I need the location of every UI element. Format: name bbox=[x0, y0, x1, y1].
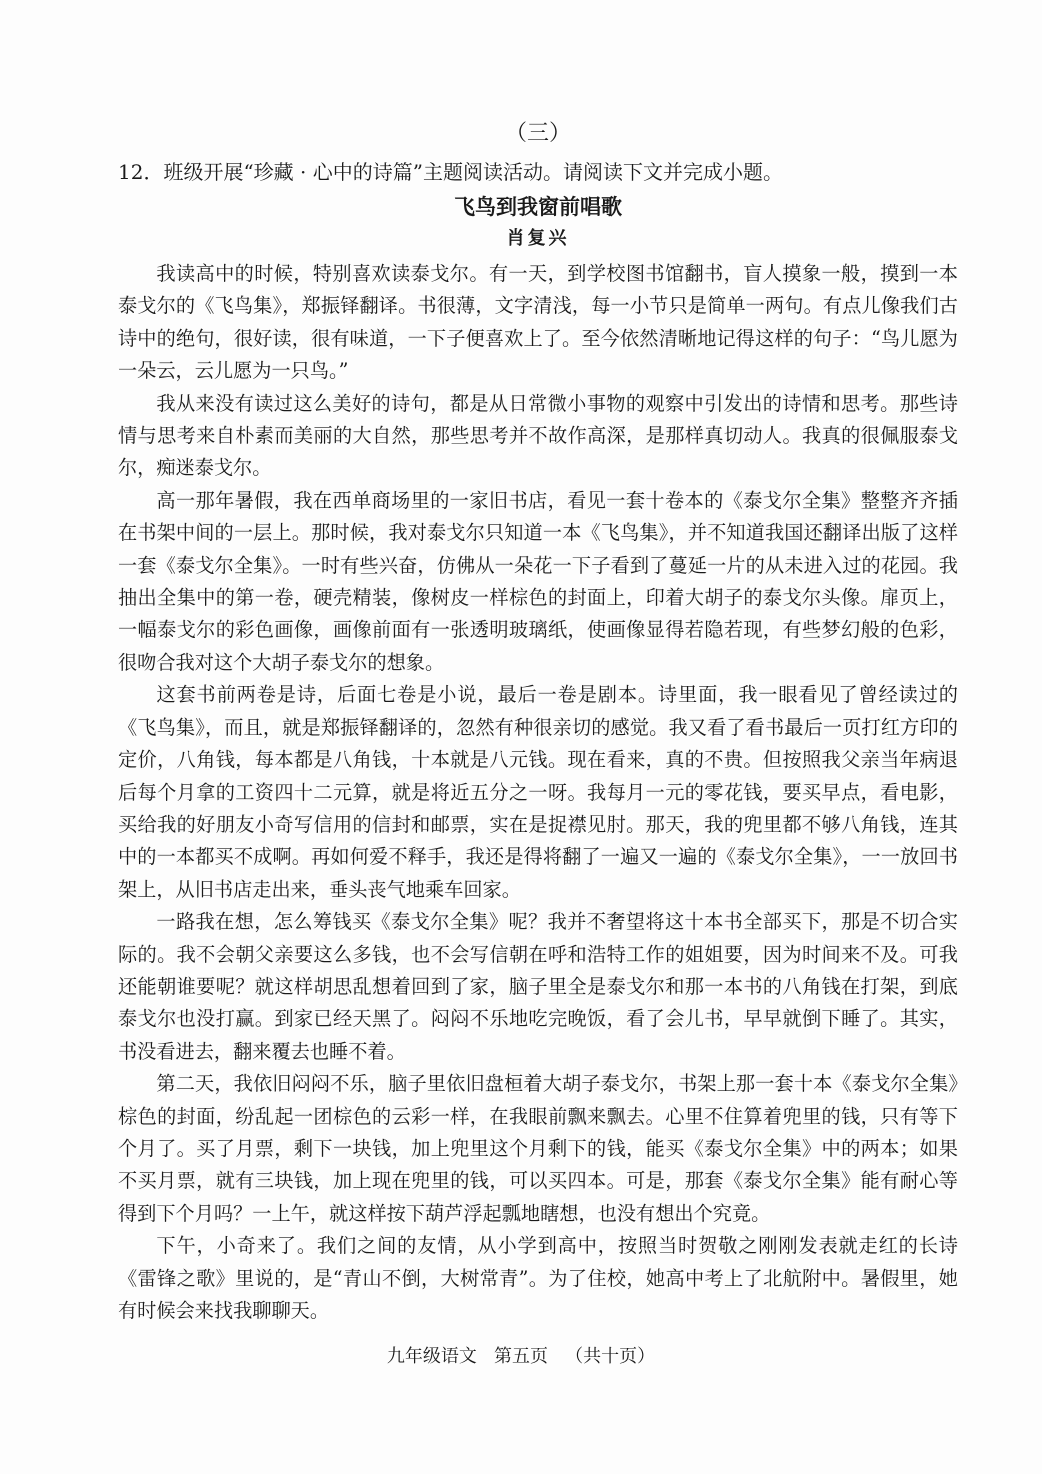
article-paragraph: 高一那年暑假，我在西单商场里的一家旧书店，看见一套十卷本的《泰戈尔全集》整整齐齐插在书架中间的一层上。那时候，我对泰戈尔只知道一本《飞鸟集》，并不知道我国还翻译出版了这样一套《泰戈尔全集》。一时有些兴奋，仿佛从一朵花一下子看到了蔓延一片的从未进入过的花园。我抽出全集中的第一卷，硬壳精装，像树皮一样棕色的封面上，印着大胡子的泰戈尔头像。扉页上，一幅泰戈尔的彩色画像，画像前面有一张透明玻璃纸，使画像显得若隐若现，有些梦幻般的色彩，很吻合我对这个大胡子泰戈尔的想象。 bbox=[118, 488, 958, 674]
article-paragraph: 我从来没有读过这么美好的诗句，都是从日常微小事物的观察中引发出的诗情和思考。那些诗情与思考来自朴素而美丽的大自然，那些思考并不故作高深，是那样真切动人。我真的很佩服泰戈尔，痴迷泰戈尔。 bbox=[118, 391, 958, 480]
article-paragraph: 第二天，我依旧闷闷不乐，脑子里依旧盘桓着大胡子泰戈尔，书架上那一套十本《泰戈尔全集》棕色的封面，纷乱起一团棕色的云彩一样，在我眼前飘来飘去。心里不住算着兜里的钱，只有等下个月了。买了月票，剩下一块钱，加上兜里这个月剩下的钱，能买《泰戈尔全集》中的两本；如果不买月票，就有三块钱，加上现在兜里的钱，可以买四本。可是，那套《泰戈尔全集》能有耐心等得到下个月吗？一上午，就这样按下葫芦浮起瓢地瞎想，也没有想出个究竟。 bbox=[118, 1072, 958, 1225]
article-paragraph: 我读高中的时候，特别喜欢读泰戈尔。有一天，到学校图书馆翻书，盲人摸象一般，摸到一本泰戈尔的《飞鸟集》，郑振铎翻译。书很薄，文字清浅，每一小节只是简单一两句。有点儿像我们古诗中的绝句，很好读，很有味道，一下子便喜欢上了。至今依然清晰地记得这样的句子：“鸟儿愿为一朵云，云儿愿为一只鸟。” bbox=[118, 262, 958, 383]
article-paragraph: 这套书前两卷是诗，后面七卷是小说，最后一卷是剧本。诗里面，我一眼看见了曾经读过的《飞鸟集》，而且，就是郑振铎翻译的，忽然有种很亲切的感觉。我又看了看书最后一页打红方印的定价，八角钱，每本都是八角钱，十本就是八元钱。现在看来，真的不贵。但按照我父亲当年病退后每个月拿的工资四十二元算，就是将近五分之一呀。我每月一元的零花钱，要买早点，看电影，买给我的好朋友小奇写信用的信封和邮票，实在是捉襟见肘。那天，我的兜里都不够八角钱，连其中的一本都买不成啊。再如何爱不释手，我还是得将翻了一遍又一遍的《泰戈尔全集》，一一放回书架上，从旧书店走出来，垂头丧气地乘车回家。 bbox=[118, 683, 958, 901]
section-label: （三） bbox=[504, 121, 571, 146]
page-footer: 九年级语文 第五页 （共十页） bbox=[386, 1346, 656, 1367]
article-paragraph: 一路我在想，怎么筹钱买《泰戈尔全集》呢？我并不奢望将这十本书全部买下，那是不切合实际的。我不会朝父亲要这么多钱，也不会写信朝在呼和浩特工作的姐姐要，因为时间来不及。可我还能朝谁要呢？就这样胡思乱想着回到了家，脑子里全是泰戈尔和那一本书的八角钱在打架，到底泰戈尔也没打赢。到家已经天黑了。闷闷不乐地吃完晚饭，看了会儿书，早早就倒下睡了。其实，书没看进去，翻来覆去也睡不着。 bbox=[118, 910, 958, 1063]
article-paragraph: 下午，小奇来了。我们之间的友情，从小学到高中，按照当时贺敬之刚刚发表就走红的长诗《雷锋之歌》里说的，是“青山不倒，大树常青”。为了住校，她高中考上了北航附中。暑假里，她有时候会来找我聊聊天。 bbox=[118, 1234, 958, 1322]
article-title: 飞鸟到我窗前唱歌 bbox=[454, 194, 622, 219]
article-body bbox=[118, 258, 958, 1327]
page-content bbox=[118, 112, 958, 1327]
article-author: 肖复兴 bbox=[506, 228, 570, 249]
question-prompt: 12．班级开展“珍藏 · 心中的诗篇”主题阅读活动。请阅读下文并完成小题。 bbox=[118, 160, 783, 184]
